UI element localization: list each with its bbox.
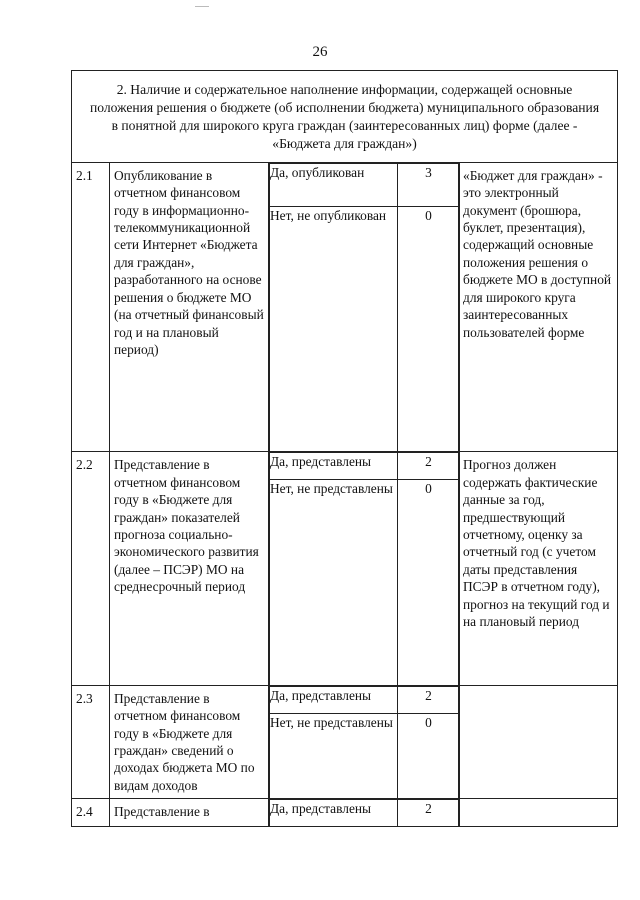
options-cell (269, 799, 459, 827)
criteria-table (71, 70, 618, 827)
options-cell (269, 162, 459, 452)
option-row (270, 453, 460, 480)
page-number: 26 (312, 44, 328, 60)
options-table (269, 163, 460, 452)
note-text: Прогноз должен содержать фактические данные за год, предшествующий отчетному, оценку за отчетный год (с учетом даты представления ПСЭР в отчетном году), прогноз на текущий год и на плановый период (459, 452, 618, 686)
scan-mark (195, 6, 209, 7)
option-row (270, 163, 460, 206)
criterion-text: Представление в отчетном финансовом году в «Бюджете для граждан» сведений о доходах бюджета МО по видам доходов (110, 685, 269, 799)
section-heading-row (72, 71, 618, 163)
row-number: 2.2 (72, 452, 110, 686)
options-cell (269, 452, 459, 686)
option-label: Да, опубликован (270, 163, 398, 206)
option-score: 0 (398, 480, 460, 685)
option-label: Нет, не представлены (270, 480, 398, 685)
table-row (72, 685, 618, 799)
table-row (72, 162, 618, 452)
criterion-text: Представление в (110, 799, 269, 827)
table-row (72, 799, 618, 827)
table-row (72, 452, 618, 686)
option-label: Да, представлены (270, 453, 398, 480)
row-number: 2.3 (72, 685, 110, 799)
note-text (459, 685, 618, 799)
option-row (270, 713, 460, 798)
option-score: 2 (398, 453, 460, 480)
option-row (270, 686, 460, 713)
option-label: Нет, не представлены (270, 713, 398, 798)
section-title: 2. Наличие и содержательное наполнение информации, содержащей основные положения решения о бюджете (об исполнении бюджета) муниципального образования в понятной для широкого круга граждан (заинтересованных лиц) форме (далее - «Бюджета для граждан») (72, 71, 618, 163)
row-number: 2.1 (72, 162, 110, 452)
option-score: 2 (398, 686, 460, 713)
criterion-text: Опубликование в отчетном финансовом году в информационно-телекоммуникационной сети Интернет «Бюджета для граждан», разработанного на основе решения о бюджете МО (на отчетный финансовый год и на плановый период) (110, 162, 269, 452)
row-number: 2.4 (72, 799, 110, 827)
options-table (269, 686, 460, 799)
option-row (270, 480, 460, 685)
option-label: Нет, не опубликован (270, 206, 398, 451)
note-text: «Бюджет для граждан» - это электронный документ (брошюра, буклет, презентация), содержащий основные положения решения о бюджете МО в доступной для широкого круга заинтересованных пользователей форме (459, 162, 618, 452)
criterion-text: Представление в отчетном финансовом году в «Бюджете для граждан» показателей прогноза социально-экономического развития (далее – ПСЭР) МО на среднесрочный период (110, 452, 269, 686)
option-score: 2 (398, 800, 460, 826)
option-row (270, 206, 460, 451)
option-score: 0 (398, 206, 460, 451)
note-text (459, 799, 618, 827)
options-table (269, 452, 460, 685)
options-cell (269, 685, 459, 799)
option-label: Да, представлены (270, 686, 398, 713)
option-score: 3 (398, 163, 460, 206)
option-row (270, 800, 460, 826)
option-score: 0 (398, 713, 460, 798)
option-label: Да, представлены (270, 800, 398, 826)
options-table (269, 799, 460, 826)
